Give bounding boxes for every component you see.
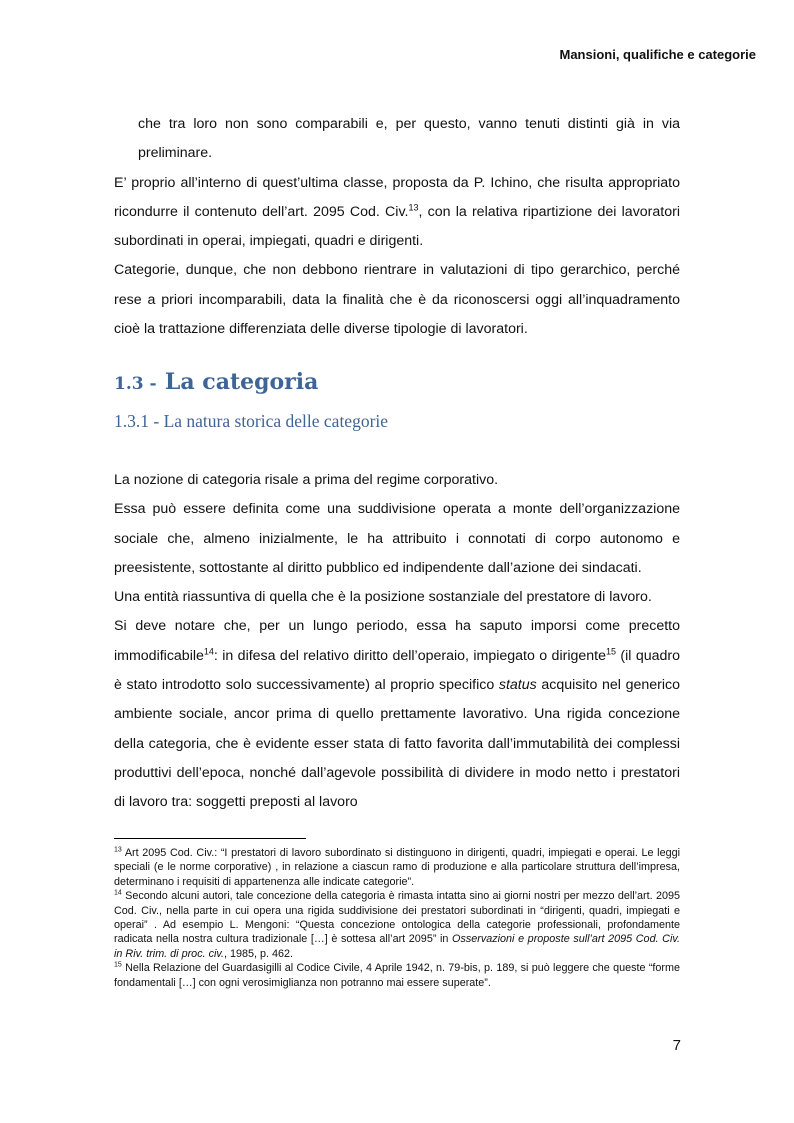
body-text-bottom — [114, 466, 680, 818]
footnote-ref-13[interactable]: 13 — [408, 202, 419, 213]
section-heading — [114, 366, 318, 395]
paragraph-text: (il quadro è stato introdotto solo successivamente) al proprio specifico — [114, 647, 680, 694]
paragraph-text: Si deve notare che, per un lungo periodo, essa ha saputo imporsi come precetto immodificabile — [114, 618, 680, 664]
paragraph-text: E’ proprio all’interno di quest’ultima classe, proposta da P. Ichino, che risulta appropriato ricondurre il contenuto dell’art. 2095 Cod. Civ. — [114, 174, 680, 220]
footnote-number: 15 — [114, 961, 122, 969]
page-number: 7 — [672, 1037, 681, 1054]
footnotes — [114, 846, 680, 990]
footnote-15 — [114, 961, 680, 990]
footnote-text: , 1985, p. 462. — [223, 947, 294, 960]
paragraph: che tra loro non sono comparabili e, per questo, vanno tenuti distinti già in via preliminare. — [138, 116, 680, 162]
footnote-ref-14[interactable]: 14 — [203, 646, 214, 657]
section-number: 1.3 - — [114, 374, 157, 394]
paragraph-text: , con la relativa ripartizione dei lavoratori subordinati in operai, impiegati, quadri e dirigenti. — [114, 203, 681, 250]
paragraph-text: acquisito nel generico ambiente sociale, ancor prima di quello prettamente lavorativo. Una rigida concezione della categoria, che è evidente esser stata di fatto favorita dall’immutabilità dei complessi produttivi dell’epoca, nonché dall’agevole possibilità di dividere in modo netto i prestatori di lavoro tra: soggetti preposti al lavoro — [114, 677, 680, 811]
subsection-heading: 1.3.1 - La natura storica delle categorie — [114, 411, 389, 431]
paragraph — [114, 169, 680, 257]
footnote-number: 13 — [114, 846, 122, 854]
paragraph: Essa può essere definita come una suddivisione operata a monte dell’organizzazione sociale che, almeno inizialmente, le ha attribuito i connotati di corpo autonomo e preesistente, sottostante al diritto pubblico ed indipendente dall’azione dei sindacati. — [114, 501, 680, 576]
body-text-top — [114, 110, 680, 344]
paragraph-text: : in difesa del relativo diritto dell’operaio, impiegato o dirigente — [213, 647, 606, 664]
footnote-number: 14 — [114, 889, 122, 897]
paragraph: Una entità riassuntiva di quella che è la posizione sostanziale del prestatore di lavoro. — [114, 589, 652, 606]
footnote-14 — [114, 889, 680, 961]
footnote-text: Art 2095 Cod. Civ.: “I prestatori di lavoro subordinato si distinguono in dirigenti, quadri, impiegati e operai. Le leggi speciali (e le norme corporative) , in relazione a ciascun ramo di produzione e alla particolare struttura dell’impresa, determinano i requisiti di appartenenza alle indicate categorie”. — [114, 847, 680, 888]
paragraph: La nozione di categoria risale a prima del regime corporativo. — [114, 472, 499, 488]
footnote-text: Nella Relazione del Guardasigilli al Codice Civile, 4 Aprile 1942, n. 79-bis, p. 189, si può leggere che queste “forme fondamentali […] con ogni verosimiglianza non potranno mai essere superate”. — [114, 962, 680, 989]
italic-term: status — [498, 677, 537, 694]
footnote-ref-15[interactable]: 15 — [605, 646, 616, 657]
paragraph: Categorie, dunque, che non debbono rientrare in valutazioni di tipo gerarchico, perché rese a priori incomparabili, data la finalità che è da riconoscersi oggi all’inquadramento cioè la trattazione differenziata delle diverse tipologie di lavoratori. — [114, 262, 680, 338]
footnote-text: Secondo alcuni autori, tale concezione della categoria è rimasta intatta sino ai giorni nostri per mezzo dell’art. 2095 Cod. Civ., nella parte in cui opera una rigida suddivisione dei prestatori subordinati in “dirigenti, quadri, impiegati e operai” . Ad esempio L. Mengoni: “Questa concezione ontologica della categorie professionali, profondamente radicata nella nostra cultura tradizionale […] è sottesa all’art 2095” in — [114, 890, 680, 946]
running-header: Mansioni, qualifiche e categorie — [559, 47, 756, 62]
footnote-13 — [114, 846, 680, 889]
footnote-separator — [114, 838, 306, 839]
paragraph — [114, 612, 680, 817]
footnote-citation: Osservazioni e proposte sull’art 2095 Cod. Civ. in Riv. trim. di proc. civ. — [114, 933, 680, 960]
section-title: La categoria — [164, 369, 319, 395]
